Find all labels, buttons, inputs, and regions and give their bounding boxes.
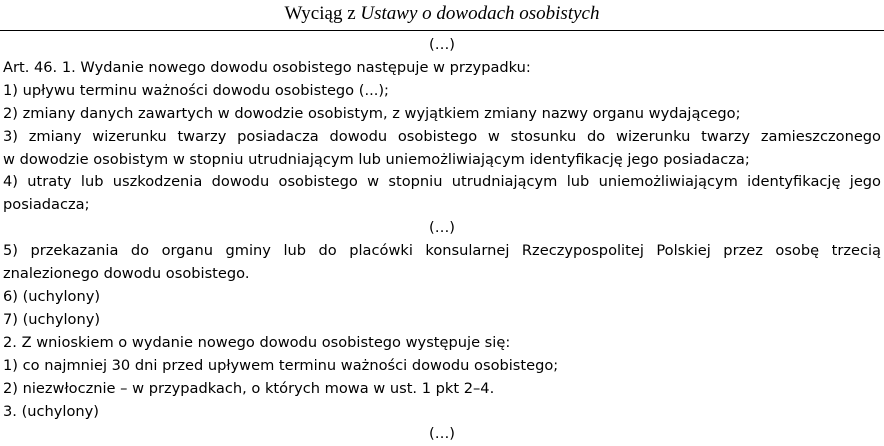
- text-line: 7) (uchylony): [3, 310, 101, 328]
- text-line: (…): [429, 36, 455, 53]
- document-header: [0, 0, 884, 31]
- text-line: 2) niezwłocznie – w przypadkach, o których mowa w ust. 1 pkt 2–4.: [3, 379, 495, 397]
- text-line: 2. Z wnioskiem o wydanie nowego dowodu osobistego występuje się:: [3, 333, 511, 351]
- text-line: 2) zmiany danych zawartych w dowodzie osobistym, z wyjątkiem zmiany nazwy organu wydającego;: [3, 104, 741, 122]
- text-line: 3. (uchylony): [3, 402, 99, 420]
- text-line: (…): [429, 425, 455, 443]
- header-prefix: Wyciąg z: [284, 3, 361, 24]
- text-line: 1) upływu terminu ważności dowodu osobistego (...);: [3, 81, 389, 99]
- text-line: posiadacza;: [3, 196, 90, 214]
- text-line: 3) zmiany wizerunku twarzy posiadacza dowodu osobistego w stosunku do wizerunku twarzy zamieszczonego: [3, 127, 881, 145]
- text-line: 6) (uchylony): [3, 287, 101, 305]
- text-line: (…): [429, 219, 455, 237]
- text-line: Art. 46. 1. Wydanie nowego dowodu osobistego następuje w przypadku:: [3, 58, 531, 76]
- text-line: 5) przekazania do organu gminy lub do placówki konsularnej Rzeczypospolitej Polskiej przez osobę trzecią: [3, 242, 881, 260]
- text-line: 4) utraty lub uszkodzenia dowodu osobistego w stopniu utrudniającym lub uniemożliwiającym identyfikację jego: [3, 173, 881, 191]
- document-body: [3, 34, 881, 446]
- text-line: w dowodzie osobistym w stopniu utrudniającym lub uniemożliwiającym identyfikację jego posiadacza;: [3, 150, 750, 168]
- text-line: 1) co najmniej 30 dni przed upływem terminu ważności dowodu osobistego;: [3, 356, 559, 374]
- text-line: znalezionego dowodu osobistego.: [3, 265, 250, 283]
- header-act-title: Ustawy o dowodach osobistych: [360, 3, 600, 24]
